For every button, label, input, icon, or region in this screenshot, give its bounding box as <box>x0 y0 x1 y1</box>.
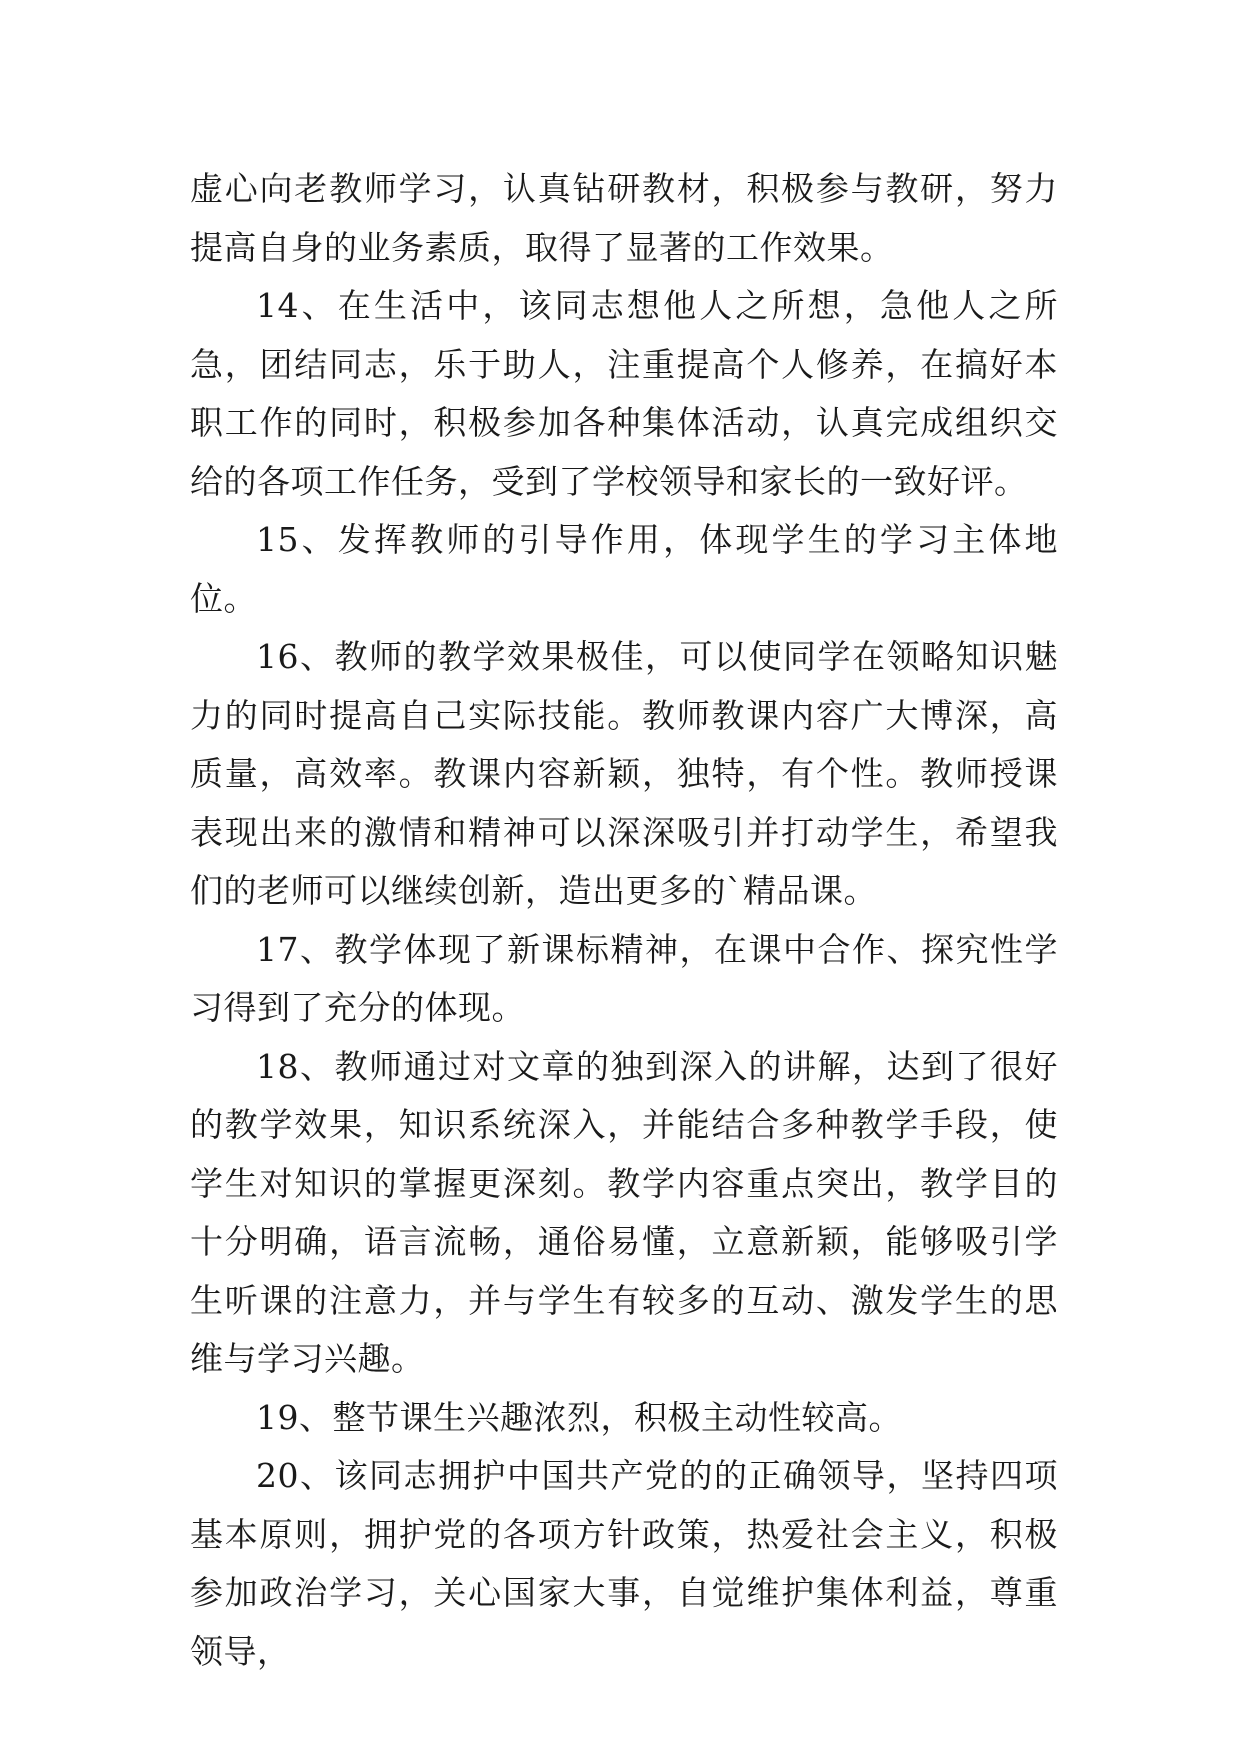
paragraph-16: 16、教师的教学效果极佳，可以使同学在领略知识魅力的同时提高自己实际技能。教师教课内容广大博深，高质量，高效率。教课内容新颖，独特，有个性。教师授课表现出来的激情和精神可以深深吸引并打动学生，希望我们的老师可以继续创新，造出更多的`精品课。 <box>190 637 1058 910</box>
paragraph-17: 17、教学体现了新课标精神，在课中合作、探究性学习得到了充分的体现。 <box>190 929 1058 1027</box>
paragraph-15: 15、发挥教师的引导作用，体现学生的学习主体地位。 <box>190 520 1058 618</box>
paragraph-20: 20、该同志拥护中国共产党的的正确领导，坚持四项基本原则，拥护党的各项方针政策，热爱社会主义，积极参加政治学习，关心国家大事，自觉维护集体利益，尊重领导， <box>190 1456 1058 1671</box>
paragraph-continuation: 虚心向老教师学习，认真钻研教材，积极参与教研，努力提高自身的业务素质，取得了显著的工作效果。 <box>190 169 1058 267</box>
paragraph-14: 14、在生活中，该同志想他人之所想，急他人之所急，团结同志，乐于助人，注重提高个人修养，在搞好本职工作的同时，积极参加各种集体活动，认真完成组织交给的各项工作任务，受到了学校领导和家长的一致好评。 <box>190 286 1058 501</box>
document-body <box>190 160 1058 1681</box>
paragraph-18: 18、教师通过对文章的独到深入的讲解，达到了很好的教学效果，知识系统深入，并能结合多种教学手段，使学生对知识的掌握更深刻。教学内容重点突出，教学目的十分明确，语言流畅，通俗易懂，立意新颖，能够吸引学生听课的注意力，并与学生有较多的互动、激发学生的思维与学习兴趣。 <box>190 1046 1058 1378</box>
paragraph-19: 19、整节课生兴趣浓烈，积极主动性较高。 <box>256 1397 902 1437</box>
